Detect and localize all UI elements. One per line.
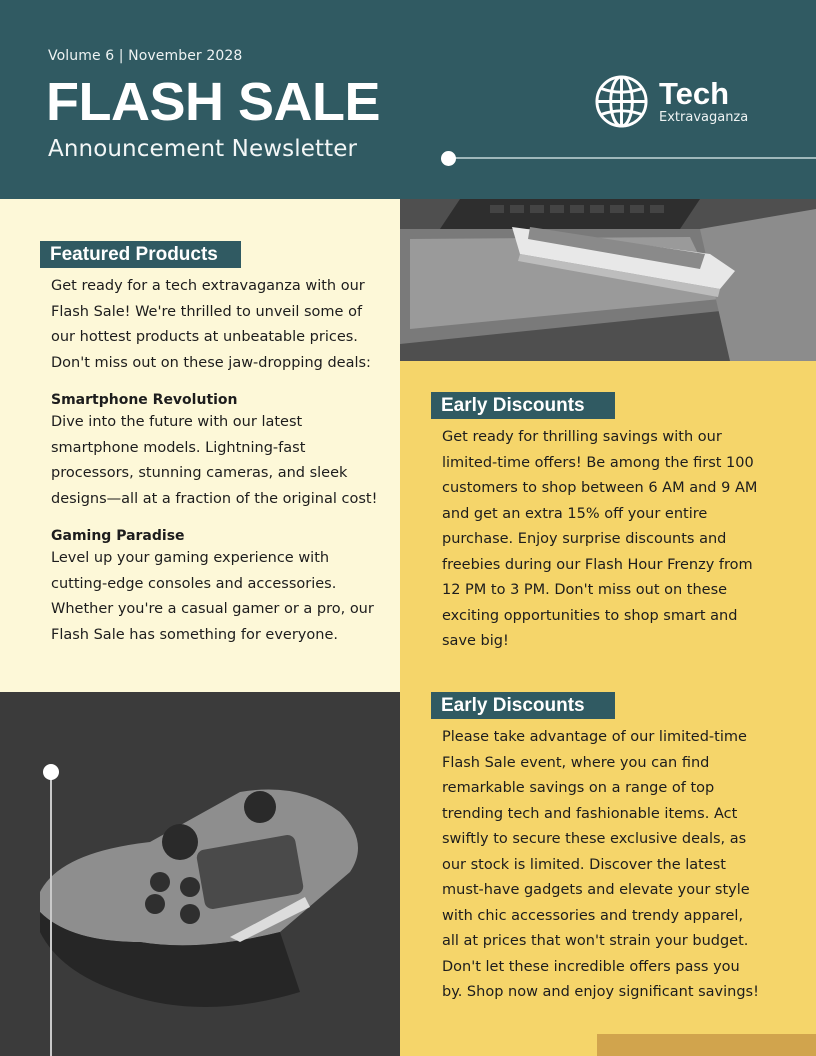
early-discounts-text-1: Get ready for thrilling savings with our limited-time offers! Be among the first 100 customers to shop between 6 AM and 9 AM and get an extra 15% off your entire purchase. Enjoy surprise discounts and freebies during our Flash Hour Frenzy from 12 PM to 3 PM. Don't miss out on these exciting opportunities to shop smart and save big! <box>442 429 758 649</box>
brand-logo <box>594 74 748 129</box>
early-discounts-heading-1: Early Discounts <box>431 392 615 419</box>
decorative-dot <box>441 151 456 166</box>
globe-icon <box>594 74 649 129</box>
footer-accent-block <box>597 1034 816 1056</box>
decorative-line <box>448 157 816 159</box>
early-discounts-text-2: Please take advantage of our limited-time Flash Sale event, where you can find remarkable savings on a range of top trending tech and fashionable items. Act swiftly to secure these exclusive deals, as our stock is limited. Discover the latest must-have gadgets and elevate your style with chic accessories and trendy apparel, all at prices that won't strain your budget. Don't let these incredible offers pass you by. Shop now and enjoy significant savings! <box>442 729 759 1000</box>
featured-content <box>51 274 381 648</box>
smartphone-illustration <box>400 199 816 361</box>
product-text-smartphone: Dive into the future with our latest smartphone models. Lightning-fast processors, stunning cameras, and sleek designs—all at a fraction of the original cost! <box>51 414 378 507</box>
decorative-vertical-line <box>50 771 52 1056</box>
product-text-gaming: Level up your gaming experience with cutting-edge consoles and accessories. Whether you're a casual gamer or a pro, our Flash Sale has something for everyone. <box>51 550 374 643</box>
decorative-dot-vertical <box>43 764 59 780</box>
product-title-gaming: Gaming Paradise <box>51 528 185 544</box>
featured-products-heading: Featured Products <box>40 241 241 268</box>
game-controller-photo <box>0 692 400 1056</box>
header-banner <box>0 0 816 199</box>
page-subtitle: Announcement Newsletter <box>48 136 358 162</box>
controller-illustration <box>0 692 400 1056</box>
product-title-smartphone: Smartphone Revolution <box>51 392 238 408</box>
brand-tagline: Extravaganza <box>659 109 749 125</box>
volume-date: Volume 6 | November 2028 <box>48 48 243 64</box>
smartphone-photo <box>400 199 816 361</box>
early-discounts-heading-2: Early Discounts <box>431 692 615 719</box>
featured-intro: Get ready for a tech extravaganza with our Flash Sale! We're thrilled to unveil some of our hottest products at unbeatable prices. Don't miss out on these jaw-dropping deals: <box>51 278 371 371</box>
page-title: FLASH SALE <box>46 72 381 132</box>
brand-name: Tech <box>659 75 730 111</box>
